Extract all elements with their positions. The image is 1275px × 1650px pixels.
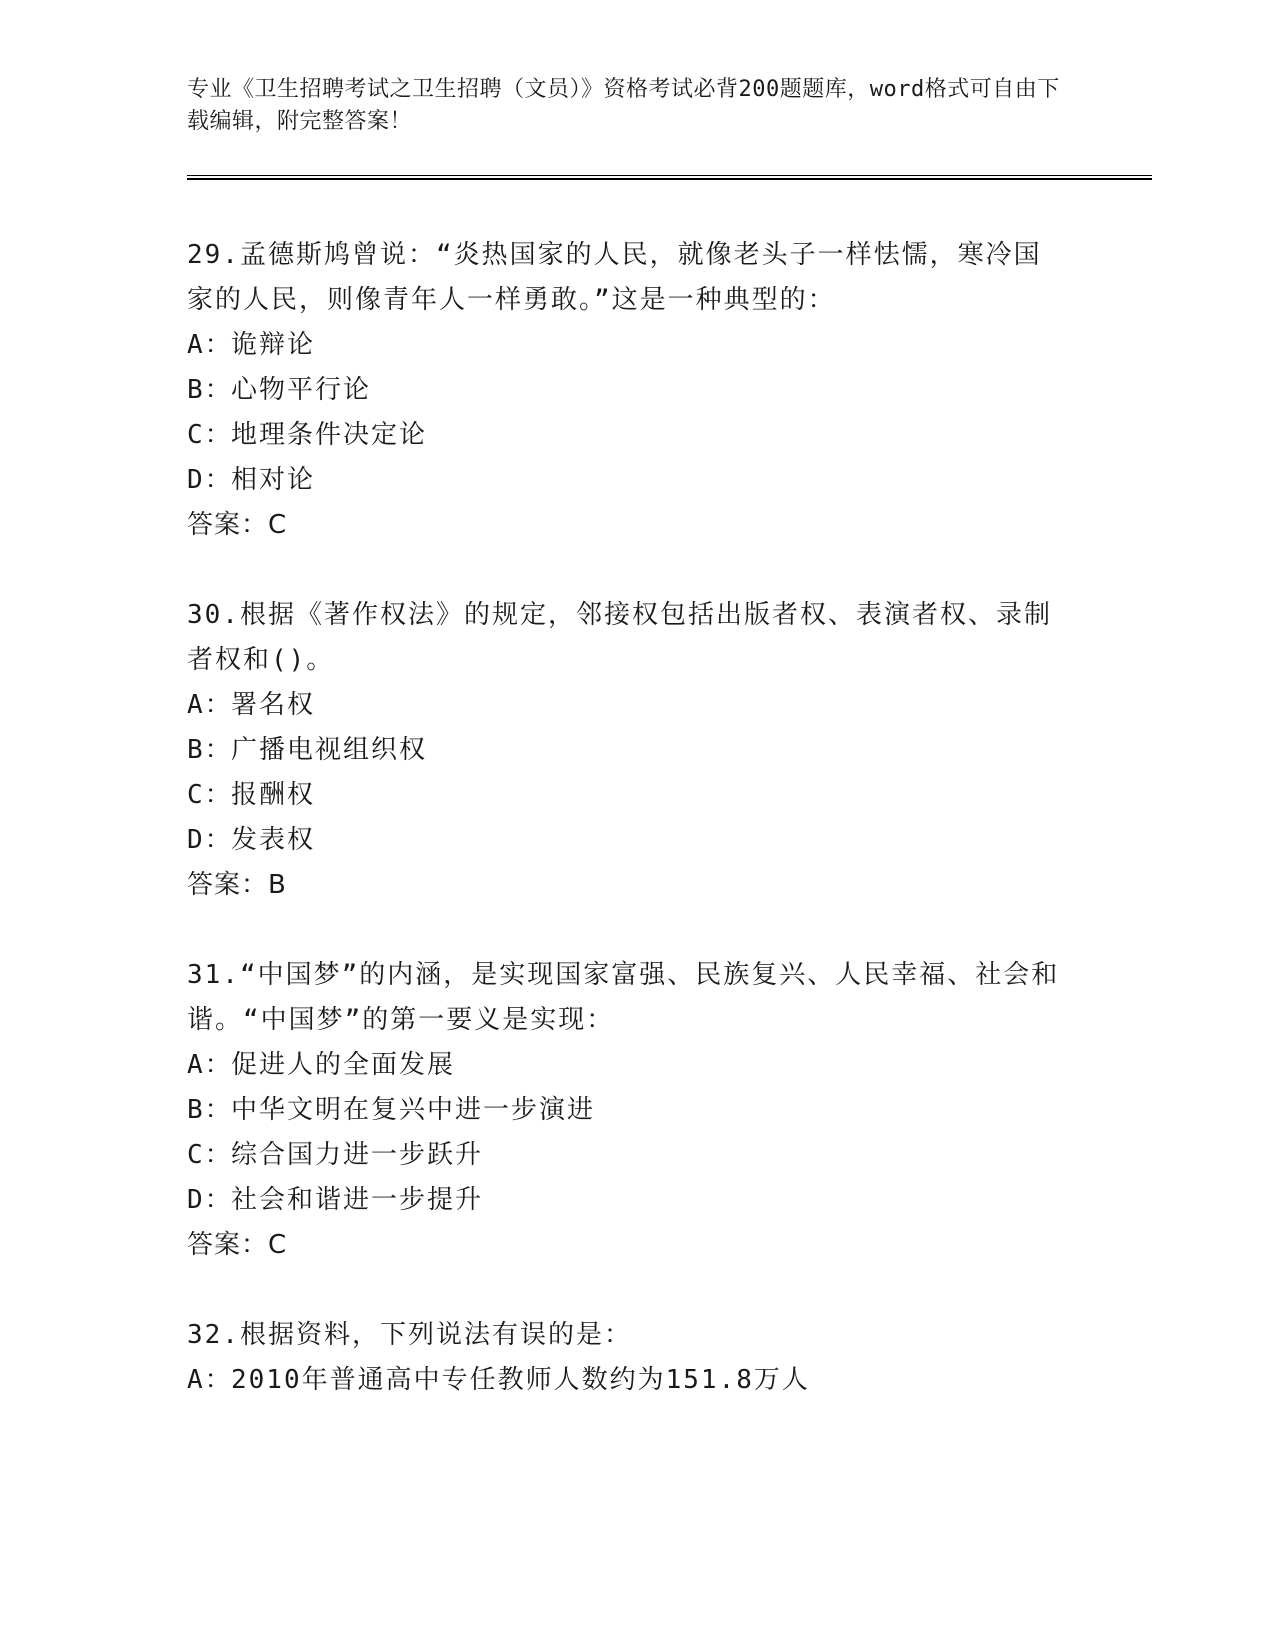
option-c: [187, 773, 1147, 818]
question-stem: 31.“中国梦”的内涵，是实现国家富强、民族复兴、人民幸福、社会和谐。“中国梦”的第一要义是实现：: [187, 960, 1060, 1035]
option-key: C：: [187, 780, 233, 810]
option-key: B：: [187, 1095, 233, 1125]
option-a: [187, 1043, 1147, 1088]
option-d: [187, 1178, 1147, 1223]
option-text: 相对论: [231, 465, 316, 495]
option-key: D：: [187, 1185, 233, 1215]
option-a: [187, 323, 1147, 368]
option-key: A：: [187, 1365, 233, 1395]
option-text: 报酬权: [231, 780, 316, 810]
option-d: [187, 458, 1147, 503]
option-text: 发表权: [231, 825, 316, 855]
document-page: [187, 0, 1147, 1650]
option-key: D：: [187, 825, 233, 855]
option-b: [187, 368, 1147, 413]
option-text: 中华文明在复兴中进一步演进: [231, 1095, 596, 1125]
document-header: 专业《卫生招聘考试之卫生招聘（文员）》资格考试必背200题题库，word格式可自由下载编辑，附完整答案！: [187, 77, 1060, 134]
option-key: A：: [187, 330, 233, 360]
header-divider: [187, 175, 1152, 180]
option-d: [187, 818, 1147, 863]
option-a: [187, 683, 1147, 728]
answer-line: 答案：C: [187, 1230, 288, 1260]
option-text: 广播电视组织权: [231, 735, 428, 765]
option-a: [187, 1358, 1147, 1403]
option-key: D：: [187, 465, 233, 495]
question-31: [187, 953, 1147, 1268]
question-30: [187, 593, 1147, 908]
question-stem: 30.根据《著作权法》的规定，邻接权包括出版者权、表演者权、录制者权和()。: [187, 600, 1052, 675]
option-text: 2010年普通高中专任教师人数约为151.8万人: [231, 1365, 810, 1395]
question-29: [187, 233, 1147, 548]
option-key: C：: [187, 420, 233, 450]
option-b: [187, 728, 1147, 773]
option-text: 促进人的全面发展: [231, 1050, 456, 1080]
option-key: C：: [187, 1140, 233, 1170]
option-key: A：: [187, 690, 233, 720]
option-b: [187, 1088, 1147, 1133]
option-text: 署名权: [231, 690, 316, 720]
question-32: [187, 1313, 1147, 1403]
question-list: [187, 233, 1147, 1448]
option-text: 社会和谐进一步提升: [231, 1185, 484, 1215]
option-key: B：: [187, 375, 233, 405]
option-text: 诡辩论: [231, 330, 316, 360]
answer-line: 答案：B: [187, 870, 287, 900]
option-text: 心物平行论: [231, 375, 372, 405]
option-c: [187, 1133, 1147, 1178]
question-stem: 32.根据资料，下列说法有误的是：: [187, 1320, 632, 1350]
answer-line: 答案：C: [187, 510, 288, 540]
option-text: 综合国力进一步跃升: [231, 1140, 484, 1170]
option-key: A：: [187, 1050, 233, 1080]
question-stem: 29.孟德斯鸠曾说：“炎热国家的人民，就像老头子一样怯懦，寒冷国家的人民，则像青年人一样勇敢。”这是一种典型的：: [187, 240, 1042, 315]
option-key: B：: [187, 735, 233, 765]
option-text: 地理条件决定论: [231, 420, 428, 450]
option-c: [187, 413, 1147, 458]
